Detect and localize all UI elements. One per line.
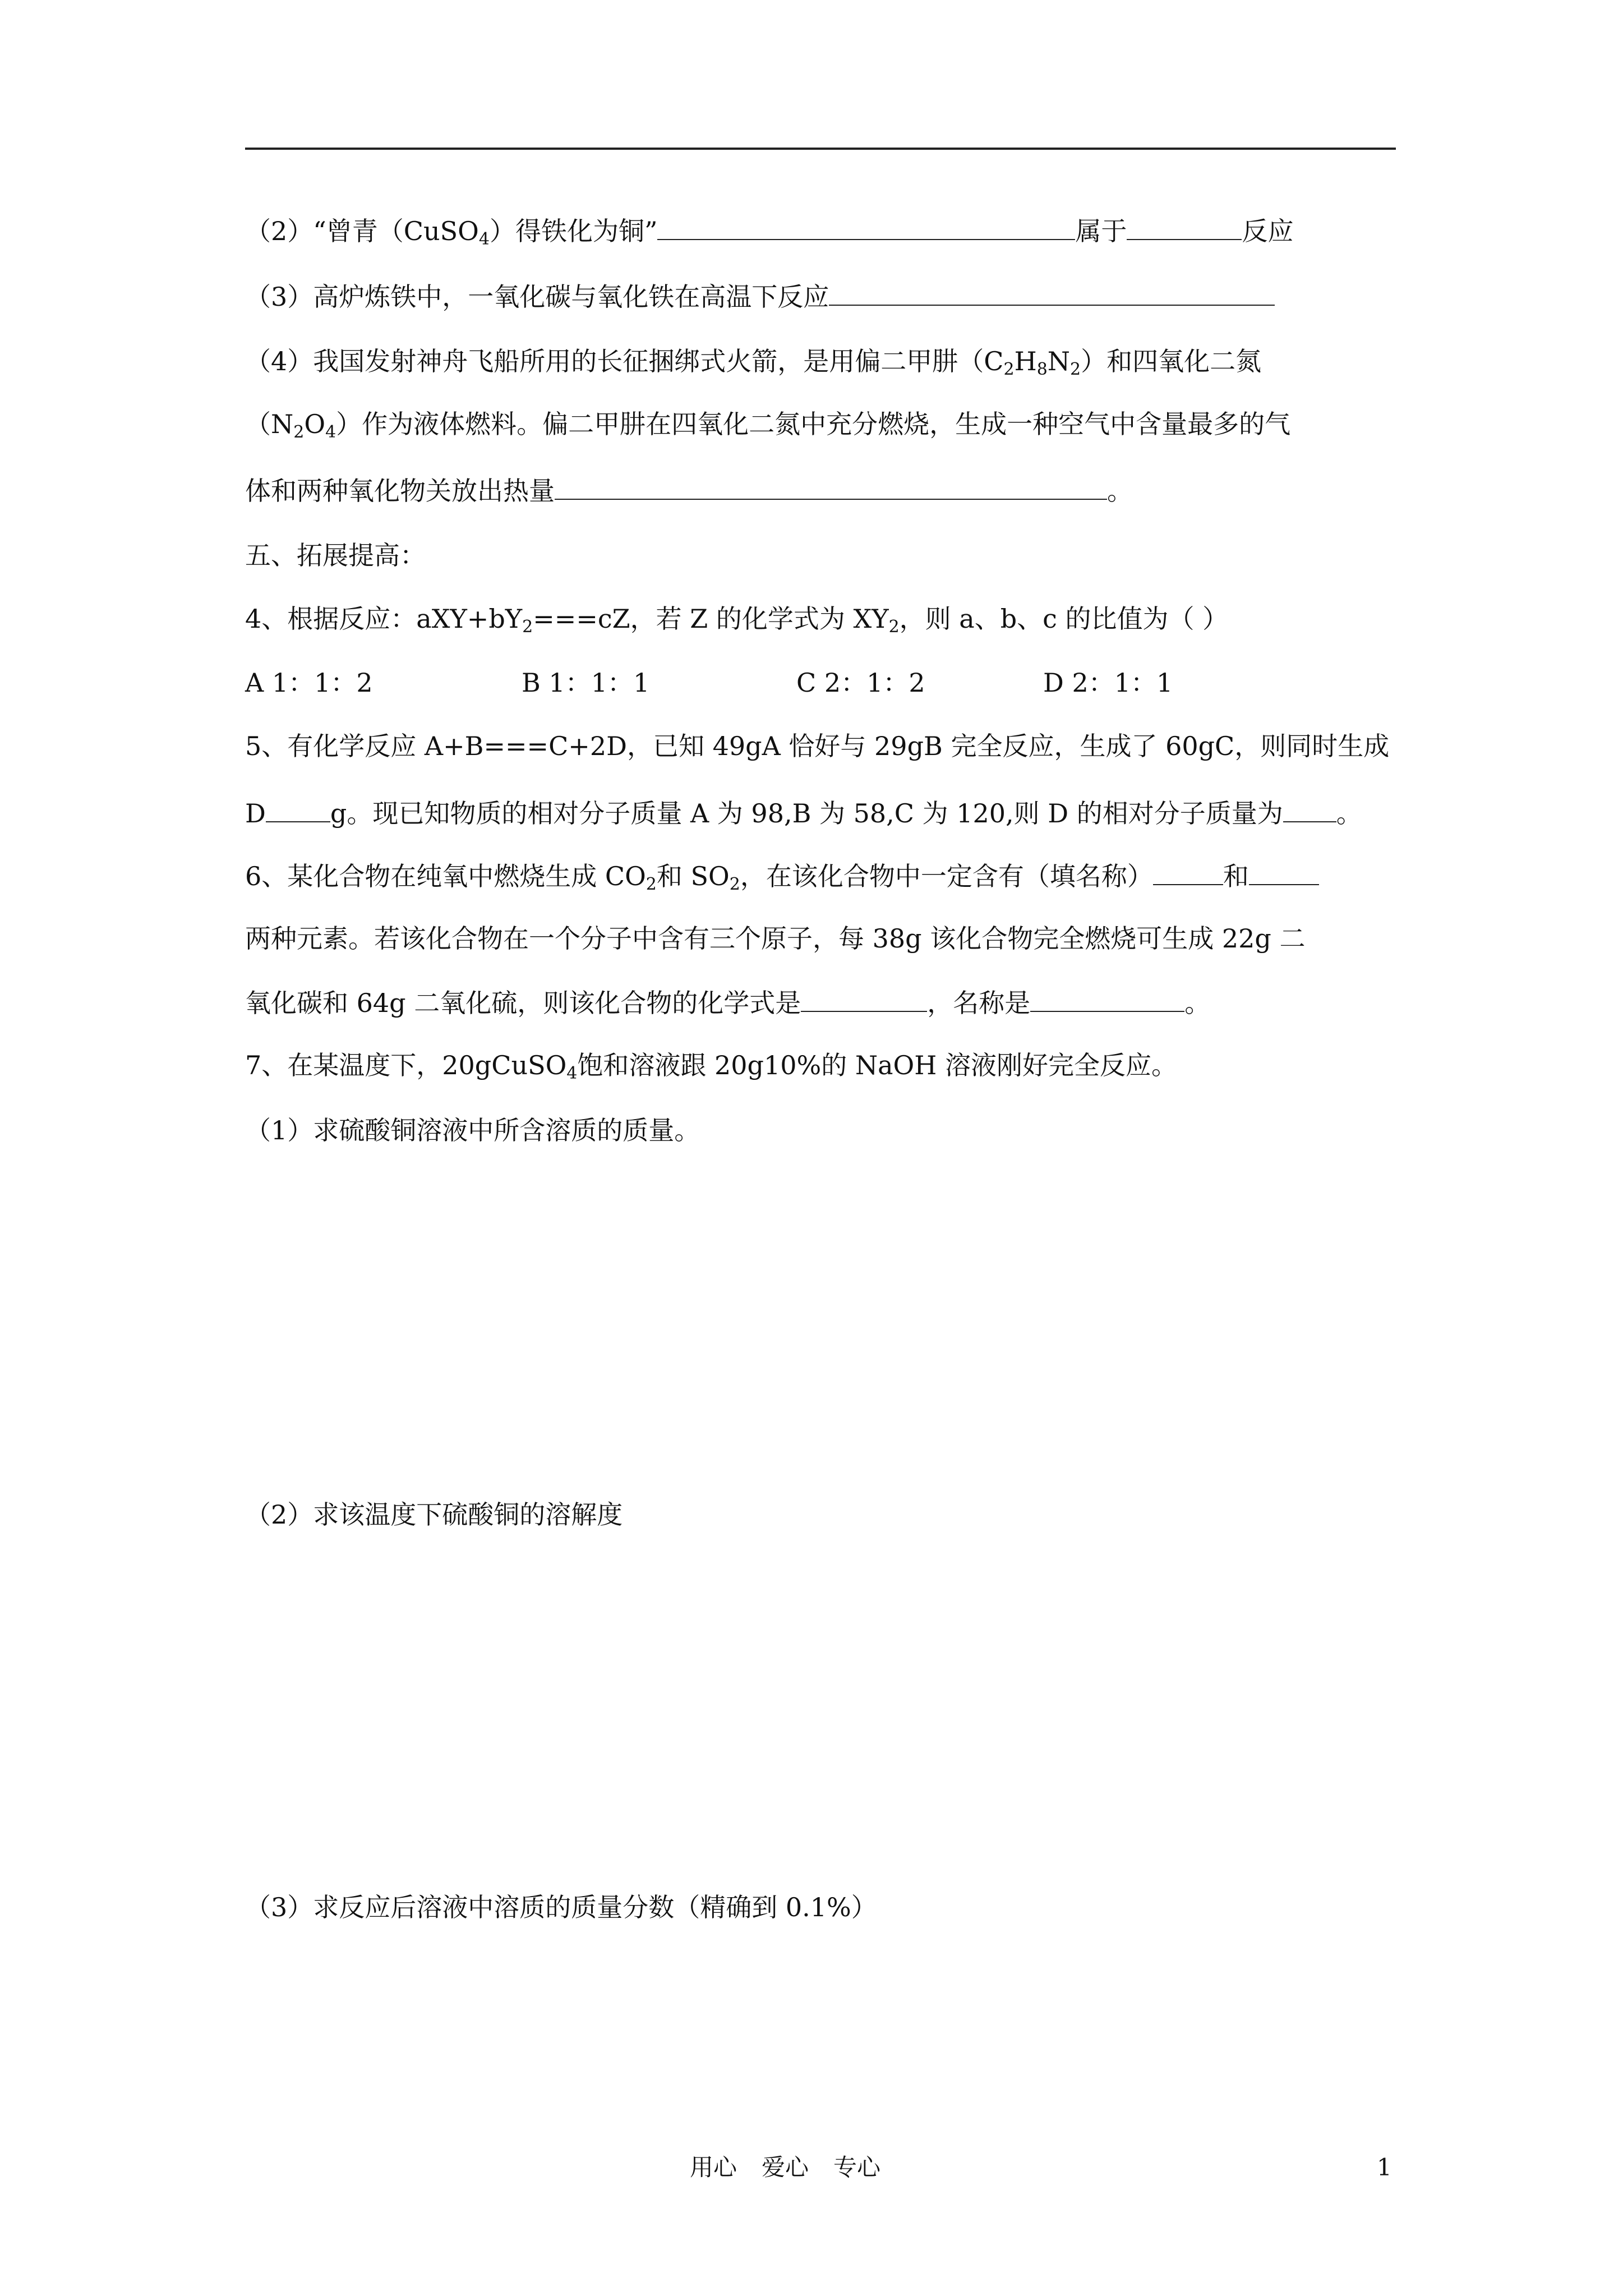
q2-sub-a: 4 <box>478 229 490 249</box>
q2-text-c: 属于 <box>1075 216 1127 246</box>
question6-line1-d: 和 <box>1223 861 1249 891</box>
question5-line-2 <box>245 795 1362 830</box>
q4-line1-sub3: 2 <box>1070 360 1081 379</box>
q4-line-3 <box>245 473 1133 508</box>
q4-line1-b: H <box>1014 346 1037 376</box>
question6-line3-c: 。 <box>1184 988 1211 1018</box>
q4-line2-sub1: 2 <box>293 422 305 442</box>
question7-text-b: 饱和溶液跟 20g10%的 NaOH 溶液刚好完全反应。 <box>577 1050 1177 1080</box>
question4-option-b[interactable]: B 1：1：1 <box>522 668 650 698</box>
question7-sub1: （1）求硫酸铜溶液中所含溶质的质量。 <box>245 1115 700 1145</box>
question6-line1-b: 和 SO <box>656 861 730 891</box>
q2-text-a: （2）“曾青（CuSO <box>245 216 479 246</box>
motto-word-1: 用心 <box>690 2154 737 2181</box>
q3-equation-blank[interactable] <box>829 279 1275 306</box>
question6-line-3 <box>245 985 1210 1020</box>
q2-text-b: ）得铁化为铜” <box>489 216 658 246</box>
q4-line-2 <box>245 407 1290 441</box>
question6-element-blank-1[interactable] <box>1153 858 1223 885</box>
q4-line2-sub2: 4 <box>325 422 336 442</box>
question6-line1-a: 6、某化合物在纯氧中燃烧生成 CO <box>245 861 646 891</box>
q4-line2-a: （N <box>245 409 294 439</box>
question7-sub3: （3）求反应后溶液中溶质的质量分数（精确到 0.1%） <box>245 1892 877 1922</box>
q2-reaction-type-blank[interactable] <box>1127 213 1242 240</box>
q2-equation-blank[interactable] <box>657 213 1075 240</box>
question4-text-a: 4、根据反应：aXY+bY <box>245 604 523 634</box>
question6-line-2: 两种元素。若该化合物在一个分子中含有三个原子，每 38g 该化合物完全燃烧可生成 22g 二 <box>245 923 1306 954</box>
question4-text-b: ===cZ，若 Z 的化学式为 XY <box>533 604 889 634</box>
q4-line1-d: ）和四氧化二氮 <box>1081 346 1262 376</box>
question7-text-a: 7、在某温度下，20gCuSO <box>245 1050 567 1080</box>
question6-line-1 <box>245 858 1319 893</box>
section-heading: 五、拓展提高： <box>245 540 426 570</box>
q2-text-d: 反应 <box>1242 216 1294 246</box>
question7-sub2: （2）求该温度下硫酸铜的溶解度 <box>245 1499 623 1530</box>
question7-stem <box>245 1048 1177 1082</box>
page-number: 1 <box>1377 2154 1392 2181</box>
q4-line2-c: ）作为液体燃料。偏二甲肼在四氧化二氮中充分燃烧，生成一种空气中含量最多的气 <box>336 409 1291 439</box>
question6-line3-b: ，名称是 <box>927 988 1031 1018</box>
question7-sub-a: 4 <box>566 1064 578 1083</box>
q4-line-1 <box>245 344 1261 378</box>
question4-stem <box>245 602 1228 636</box>
motto-word-3: 专心 <box>833 2154 881 2181</box>
question6-line1-c: ，在该化合物中一定含有（填名称） <box>740 861 1153 891</box>
motto-word-2: 爱心 <box>762 2154 809 2181</box>
question6-line1-sub2: 2 <box>729 875 740 894</box>
question6-line3-a: 氧化碳和 64g 二氧化硫，则该化合物的化学式是 <box>245 988 801 1018</box>
question6-line1-sub1: 2 <box>645 875 657 894</box>
q4-line1-a: （4）我国发射神舟飞船所用的长征捆绑式火箭，是用偏二甲肼（C <box>245 346 1004 376</box>
q4-line3-b: 。 <box>1107 476 1133 506</box>
question4-sub-a: 2 <box>522 617 533 637</box>
question4-option-c[interactable]: C 2：1：2 <box>796 668 925 698</box>
question4-option-d[interactable]: D 2：1：1 <box>1043 668 1173 698</box>
q3-text: （3）高炉炼铁中，一氧化碳与氧化铁在高温下反应 <box>245 282 829 312</box>
question5-line2-a: D <box>245 798 266 829</box>
question5-line2-b: g。现已知物质的相对分子质量 A 为 98,B 为 58,C 为 120,则 D 的相对分子质量为 <box>330 798 1283 829</box>
question4-sub-b: 2 <box>888 617 900 637</box>
question6-formula-blank[interactable] <box>801 985 927 1012</box>
question4-text-c: ，则 a、b、c 的比值为（ ） <box>899 604 1229 634</box>
question5-line-1: 5、有化学反应 A+B===C+2D，已知 49gA 恰好与 29gB 完全反应，生成了 60gC，则同时生成 <box>245 731 1390 761</box>
q4-line3-a: 体和两种氧化物关放出热量 <box>245 476 555 506</box>
q4-line2-b: O <box>304 409 326 439</box>
q2-line <box>245 213 1293 248</box>
q3-line <box>245 279 1275 314</box>
question4-option-a[interactable]: A 1：1：2 <box>245 668 373 698</box>
header-rule <box>245 148 1396 150</box>
q4-line1-sub1: 2 <box>1003 360 1015 379</box>
footer-motto <box>690 2152 905 2183</box>
question6-name-blank[interactable] <box>1030 985 1184 1012</box>
question5-line2-c: 。 <box>1336 798 1362 829</box>
q4-equation-blank[interactable] <box>555 473 1107 500</box>
question6-element-blank-2[interactable] <box>1249 858 1319 885</box>
question5-mass-blank[interactable] <box>266 795 330 822</box>
q4-line1-c: N <box>1047 346 1071 376</box>
q4-line1-sub2: 8 <box>1036 360 1048 379</box>
question5-molar-mass-blank[interactable] <box>1283 795 1336 822</box>
